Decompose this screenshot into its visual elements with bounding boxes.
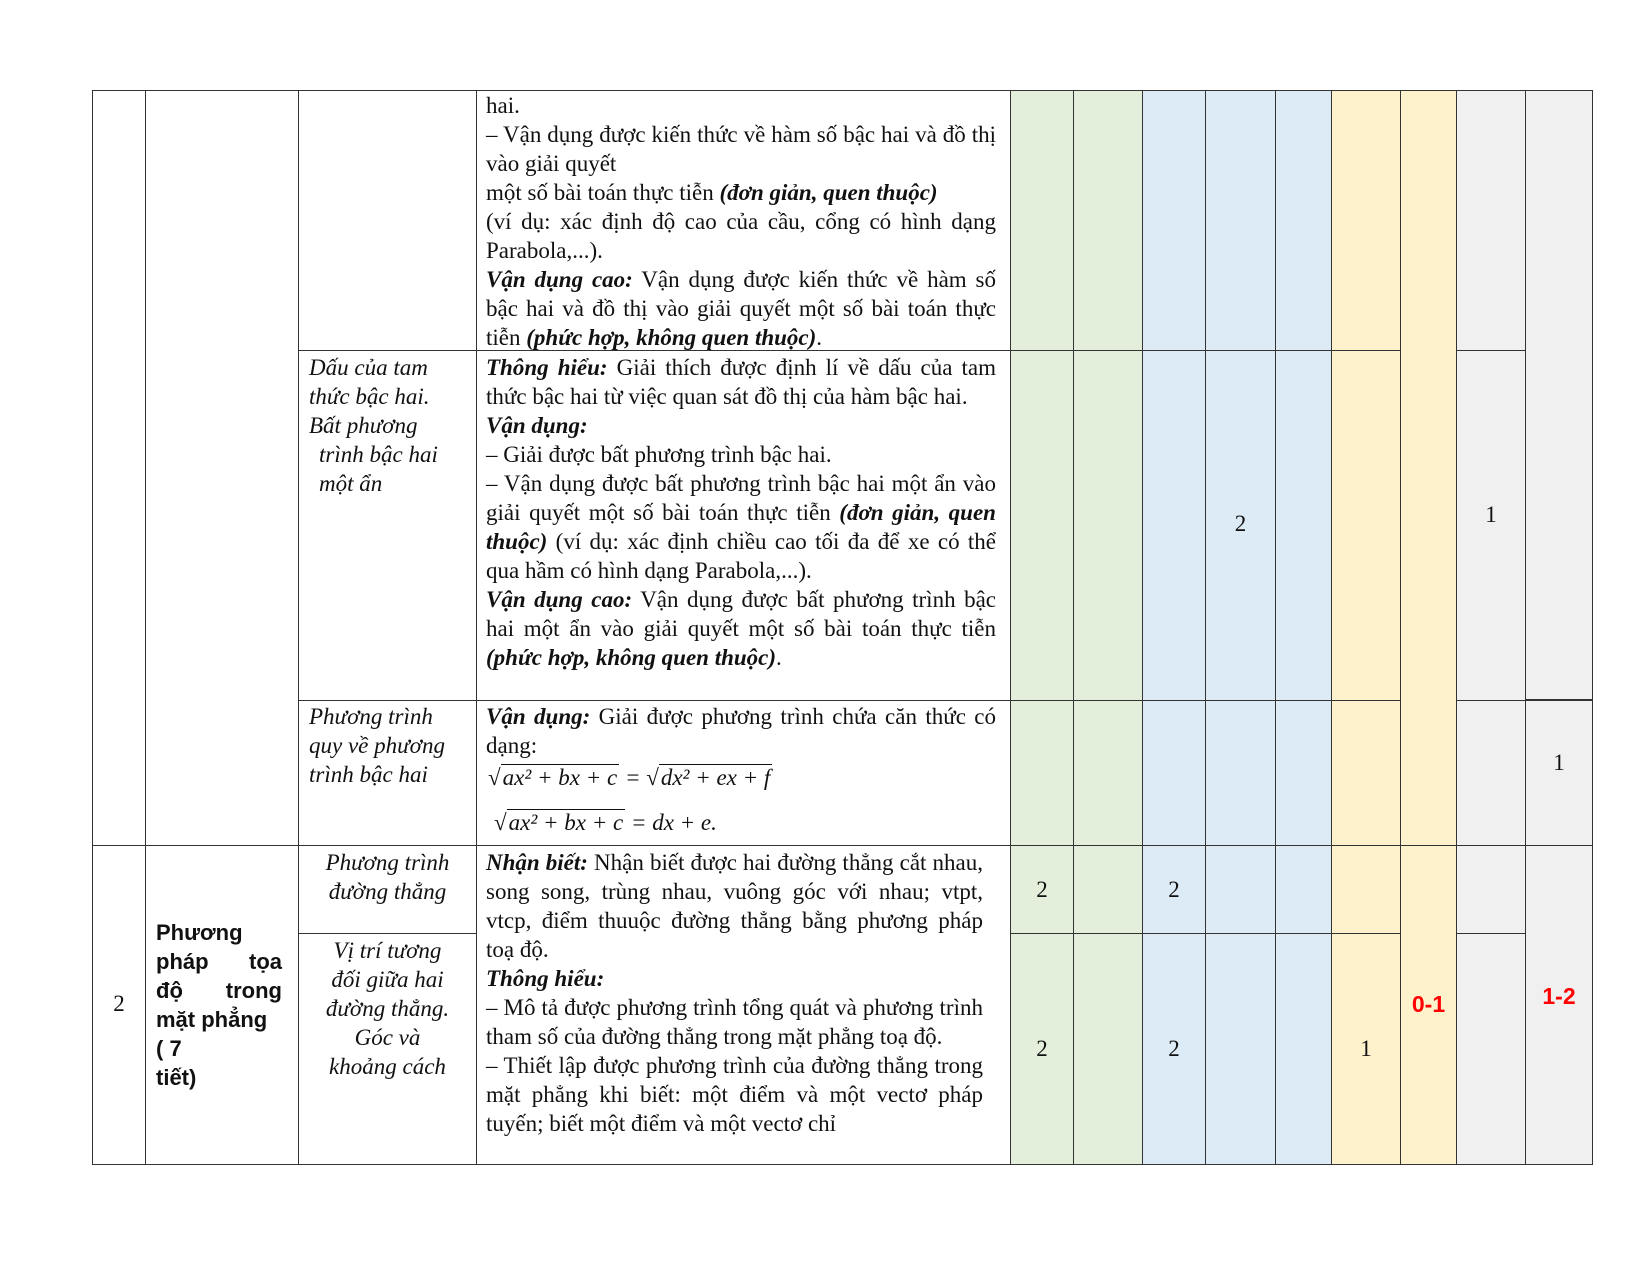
cell-r2-green2 xyxy=(1073,350,1143,701)
s2-th-label: Thông hiểu: xyxy=(486,966,605,991)
unit-sign-line-4: một ẩn xyxy=(319,471,383,496)
unit-sign-name xyxy=(309,353,469,498)
cell-index-empty xyxy=(92,90,146,846)
unit-pos-line-1: đối giữa hai xyxy=(331,967,444,992)
eq-vd-text: Giải được phương trình chứa căn thức có dạng: xyxy=(486,704,997,758)
chapter-line-4: ( 7 xyxy=(156,1036,182,1061)
sign-th-text: Giải thích được định lí về dấu của tam thức bậc hai từ việc quan sát đồ thị của hàm bậc hai. xyxy=(486,355,996,409)
unit-eq-name xyxy=(309,702,474,789)
s2-th-line1: – Mô tả được phương trình tổng quát và phương trình tham số của đường thẳng trong mặt phẳng toạ độ. xyxy=(486,995,983,1049)
sign-gray-count: 1 xyxy=(1485,502,1497,527)
sqrt-3-icon: √ xyxy=(494,810,507,835)
cell-r3-green1 xyxy=(1010,700,1074,846)
equals-sign: = xyxy=(624,765,647,790)
cell-r3-green2 xyxy=(1073,700,1143,846)
cell-merged-yellow-top xyxy=(1400,90,1457,846)
cell-r3-blue3 xyxy=(1275,700,1332,846)
formula-1 xyxy=(488,765,772,791)
prev-line-0: hai. xyxy=(486,93,520,118)
cell-r3-blue2 xyxy=(1205,700,1276,846)
chapter-line-5: tiết) xyxy=(156,1065,197,1090)
s2-merged-gray: 1-2 xyxy=(1542,983,1576,1009)
cell-b-blue3 xyxy=(1275,933,1332,1165)
cell-r1-green1 xyxy=(1010,90,1074,351)
cell-b-gray1 xyxy=(1456,933,1526,1165)
sign-vdc-label: Vận dụng cao: xyxy=(486,587,633,612)
cell-unit-prev xyxy=(298,90,477,351)
formula-2 xyxy=(494,810,717,836)
sign-vd-emph: (đơn giản, quen thuộc) xyxy=(486,500,996,554)
eq-gray-count: 1 xyxy=(1553,750,1565,775)
cell-r1-yellow1 xyxy=(1331,90,1401,351)
eq-vd-label: Vận dụng: xyxy=(486,704,591,729)
cell-a-yellow1 xyxy=(1331,845,1401,934)
sqrt-2-icon: √ xyxy=(646,765,659,790)
sign-blue-count: 2 xyxy=(1234,511,1247,536)
sign-vd-line3: (ví dụ: xác định chiều cao tối đa để xe có thể qua hầm có hình dạng Parabola,...). xyxy=(486,529,996,583)
cell-r3-yellow1 xyxy=(1331,700,1401,846)
cell-r1-green2 xyxy=(1073,90,1143,351)
unit-sign-line-0: Dấu của tam xyxy=(309,355,428,380)
unit-line-0: Phương trình xyxy=(325,850,450,875)
unit-position-name xyxy=(298,936,477,1081)
sign-description xyxy=(486,353,996,672)
formula2-right: = dx + e. xyxy=(630,810,717,835)
prev-description xyxy=(486,91,996,352)
prev-line-4: (ví dụ: xác định độ cao của cầu, cổng có hình dạng Parabola,...). xyxy=(486,209,996,263)
unit-pos-line-2: đường thẳng. xyxy=(325,996,450,1021)
unit-pos-line-0: Vị trí tương xyxy=(333,938,442,963)
sign-th-label: Thông hiểu: xyxy=(486,355,608,380)
cell-merged-gray-top xyxy=(1525,90,1593,700)
unit-eq-line-1: quy về phương xyxy=(309,733,445,758)
s2-b-blue: 2 xyxy=(1168,1036,1180,1061)
cell-r3-blue1 xyxy=(1142,700,1206,846)
cell-a-gray1 xyxy=(1456,845,1526,934)
chapter-line-1: pháp tọa xyxy=(156,949,282,974)
cell-r2-blue3 xyxy=(1275,350,1332,701)
eq-description xyxy=(486,702,996,760)
unit-sign-line-1: thức bậc hai. xyxy=(309,384,430,409)
cell-b-blue2 xyxy=(1205,933,1276,1165)
s2-nb-text: Nhận biết được hai đường thẳng cắt nhau, song song, trùng nhau, vuông góc với nhau; vtpt, vtcp, điểm thuuộc đường thẳng bằng phương pháp toạ độ. xyxy=(486,850,983,962)
formula1-left: ax² + bx + c xyxy=(502,765,618,790)
chapter-line-3: mặt phẳng xyxy=(156,1007,268,1032)
cell-a-green2 xyxy=(1073,845,1143,934)
chapter-line-2: độ trong xyxy=(156,978,282,1003)
prev-line-2: một số bài toán thực tiễn xyxy=(486,180,720,205)
section2-index: 2 xyxy=(113,991,125,1016)
unit-pos-line-3: Góc và xyxy=(354,1025,421,1050)
cell-a-blue3 xyxy=(1275,845,1332,934)
prev-vdc-label: Vận dụng cao: xyxy=(486,267,633,292)
cell-r2-blue1 xyxy=(1142,350,1206,701)
cell-r2-yellow1 xyxy=(1331,350,1401,701)
unit-pos-line-4: khoảng cách xyxy=(329,1054,446,1079)
s2-th-line2: – Thiết lập được phương trình của đường thẳng trong mặt phẳng khi biết: một điểm và một vectơ pháp tuyến; biết một điểm và một vectơ chỉ xyxy=(486,1053,983,1136)
cell-r3-gray1 xyxy=(1456,700,1526,846)
cell-a-blue2 xyxy=(1205,845,1276,934)
s2-a-blue: 2 xyxy=(1168,877,1180,902)
prev-line-1: – Vận dụng được kiến thức về hàm số bậc hai và đồ thị vào giải quyết xyxy=(486,122,996,176)
cell-r1-gray1 xyxy=(1456,90,1526,351)
cell-r1-blue1 xyxy=(1142,90,1206,351)
prev-emph-1: (đơn giản, quen thuộc) xyxy=(719,180,938,205)
prev-emph-2: (phức hợp, không quen thuộc) xyxy=(526,325,817,350)
sign-vdc-text: Vận dụng được bất phương trình bậc hai một ẩn vào giải quyết một số bài toán thực tiễn xyxy=(486,587,996,641)
section2-description xyxy=(486,848,983,1138)
s2-a-green: 2 xyxy=(1036,877,1048,902)
unit-line-1: đường thẳng xyxy=(328,879,447,904)
sign-vd-line1: – Giải được bất phương trình bậc hai. xyxy=(486,442,832,467)
sign-vdc-emph: (phức hợp, không quen thuộc) xyxy=(486,645,777,670)
cell-chapter-empty xyxy=(145,90,299,846)
prev-end: . xyxy=(816,325,823,350)
chapter-line-0: Phương xyxy=(156,920,243,945)
formula1-right: dx² + ex + f xyxy=(660,765,771,790)
cell-r2-green1 xyxy=(1010,350,1074,701)
s2-nb-label: Nhận biết: xyxy=(486,850,588,875)
prev-vdc-text: Vận dụng được kiến thức về hàm số bậc hai và đồ thị vào giải quyết một số bài toán thực tiễn xyxy=(486,267,996,350)
unit-sign-line-3: trình bậc hai xyxy=(319,442,438,467)
s2-b-yellow: 1 xyxy=(1360,1036,1372,1061)
unit-eq-line-0: Phương trình xyxy=(309,704,433,729)
unit-sign-line-2: Bất phương xyxy=(309,413,418,438)
s2-b-green: 2 xyxy=(1036,1036,1048,1061)
section2-chapter xyxy=(156,918,282,1092)
sign-vdc-end: . xyxy=(776,645,782,670)
unit-eq-line-2: trình bậc hai xyxy=(309,762,428,787)
formula2-left: ax² + bx + c xyxy=(508,810,624,835)
sign-vd-label: Vận dụng: xyxy=(486,413,588,438)
unit-line-name xyxy=(298,848,477,906)
cell-r1-blue2 xyxy=(1205,90,1276,351)
cell-r1-blue3 xyxy=(1275,90,1332,351)
sqrt-1-icon: √ xyxy=(488,765,501,790)
s2-merged-yellow: 0-1 xyxy=(1411,991,1446,1017)
sign-vd-line2: – Vận dụng được bất phương trình bậc hai một ẩn vào giải quyết một số bài toán thực tiễn xyxy=(486,471,996,525)
cell-b-green2 xyxy=(1073,933,1143,1165)
